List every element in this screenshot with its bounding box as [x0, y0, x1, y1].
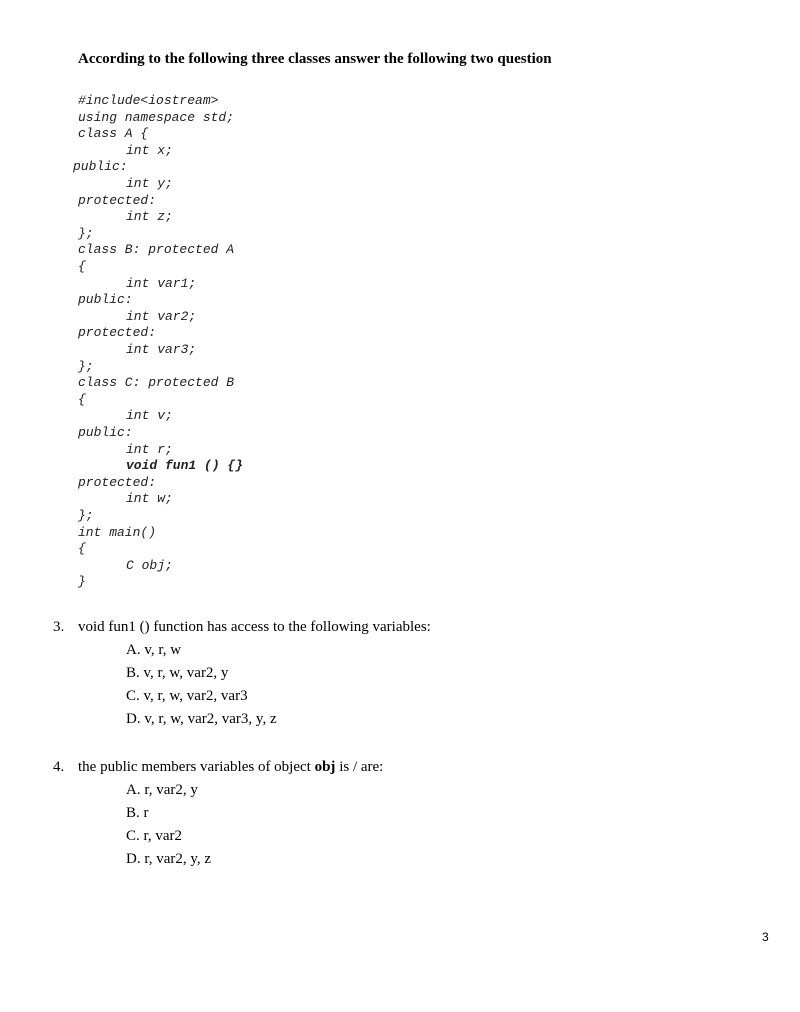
answer-option: A. v, r, w — [126, 642, 182, 658]
answer-option: B. r — [126, 805, 149, 821]
question-text — [78, 759, 383, 776]
code-line: int var3; — [126, 342, 197, 357]
page-number: 3 — [762, 930, 769, 944]
answer-option: C. r, var2 — [126, 828, 183, 844]
code-line: { — [78, 541, 86, 557]
question-number: 4. — [53, 759, 65, 775]
code-line: class B: protected A — [78, 242, 235, 258]
answer-option: D. r, var2, y, z — [126, 851, 212, 867]
code-line: int x; — [126, 142, 173, 158]
code-line: } — [78, 574, 86, 590]
answer-option: C. v, r, w, var2, var3 — [126, 688, 248, 704]
code-line: int r; — [126, 441, 173, 457]
code-line: public: — [78, 425, 133, 440]
code-line: #include<iostream> — [78, 93, 219, 108]
code-line: class A { — [78, 126, 149, 142]
code-line: void fun1 () {} — [126, 458, 244, 474]
code-line: public: — [78, 292, 133, 308]
code-line: using namespace std; — [78, 109, 235, 125]
code-line: int y; — [126, 176, 173, 191]
code-line: { — [78, 259, 86, 274]
code-line: int w; — [126, 491, 173, 507]
answer-option: B. v, r, w, var2, y — [126, 665, 229, 681]
code-line: int var2; — [126, 308, 197, 324]
code-line: }; — [78, 225, 94, 241]
question-text-end: is / are: — [335, 759, 384, 775]
object-name: obj — [314, 759, 336, 775]
code-line: int v; — [126, 408, 173, 424]
code-line: public: — [73, 159, 128, 175]
code-line: protected: — [78, 192, 157, 208]
code-line: int z; — [126, 209, 173, 225]
code-line: { — [78, 391, 86, 407]
answer-option: D. v, r, w, var2, var3, y, z — [126, 711, 277, 727]
question-text-start: the public members variables of object — [78, 759, 315, 775]
code-line: int main() — [78, 524, 157, 540]
answer-option: A. r, var2, y — [126, 782, 198, 798]
code-line: }; — [78, 358, 94, 374]
code-line: protected: — [78, 325, 157, 341]
code-line: C obj; — [126, 557, 173, 573]
code-line: class C: protected B — [78, 375, 235, 391]
code-line: int var1; — [126, 275, 197, 291]
page-heading: According to the following three classes answer the following two question — [78, 51, 552, 67]
code-line: protected: — [78, 474, 157, 490]
code-line: }; — [78, 508, 94, 523]
question-text: void fun1 () function has access to the following variables: — [78, 619, 431, 635]
question-number: 3. — [53, 619, 65, 635]
